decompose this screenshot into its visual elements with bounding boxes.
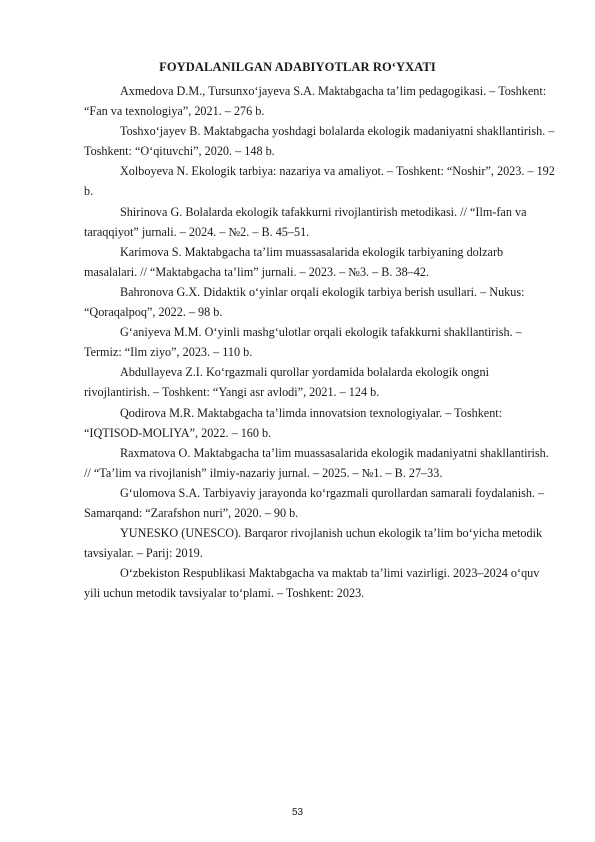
reference-item: O‘zbekiston Respublikasi Maktabgacha va maktab ta’limi vazirligi. 2023–2024 o‘quv yili uchun metodik tavsiyalar to‘plami. – Toshkent: 2023.	[84, 566, 540, 601]
reference-item: Shirinova G. Bolalarda ekologik tafakkurni rivojlantirish metodikasi. // “Ilm-fan va taraqqiyot” jurnali. – 2024. – №2. – B. 45–51.	[84, 204, 527, 239]
reference-item: Karimova S. Maktabgacha ta’lim muassasalarida ekologik tarbiyaning dolzarb masalalari. // “Maktabgacha ta’lim” jurnali. – 2023. – №3. – B. 38–42.	[84, 244, 504, 279]
reference-item: Raxmatova O. Maktabgacha ta’lim muassasalarida ekologik madaniyatni shakllantirish. // “Ta’lim va rivojlanish” ilmiy-nazariy jurnal. – 2025. – №1. – B. 27–33.	[84, 445, 549, 480]
reference-item: G‘aniyeva M.M. O‘yinli mashg‘ulotlar orqali ekologik tafakkurni shakllantirish. – Termiz: “Ilm ziyo”, 2023. – 110 b.	[84, 325, 522, 360]
reference-item: Xolboyeva N. Ekologik tarbiya: nazariya va amaliyot. – Toshkent: “Noshir”, 2023. – 192 b.	[84, 164, 555, 199]
reference-item: Qodirova M.R. Maktabgacha ta’limda innovatsion texnologiyalar. – Toshkent: “IQTISOD-MOLIYA”, 2022. – 160 b.	[84, 405, 503, 440]
page-title: FOYDALANILGAN ADABIYOTLAR RO‘YXATI	[159, 60, 436, 74]
reference-item: Toshxo‘jayev B. Maktabgacha yoshdagi bolalarda ekologik madaniyatni shakllantirish. – Toshkent: “O‘qituvchi”, 2020. – 148 b.	[84, 124, 555, 159]
page-number: 53	[291, 807, 304, 818]
reference-item: YUNESKO (UNESCO). Barqaror rivojlanish uchun ekologik ta’lim bo‘yicha metodik tavsiyalar. – Parij: 2019.	[84, 526, 543, 561]
reference-item: Axmedova D.M., Tursunxo‘jayeva S.A. Maktabgacha ta’lim pedagogikasi. – Toshkent: “Fan va texnologiya”, 2021. – 276 b.	[84, 84, 547, 119]
reference-item: Abdullayeva Z.I. Ko‘rgazmali qurollar yordamida bolalarda ekologik ongni rivojlantirish. – Toshkent: “Yangi asr avlodi”, 2021. – 124 b.	[84, 365, 490, 400]
reference-item: Bahronova G.X. Didaktik o‘yinlar orqali ekologik tarbiya berish usullari. – Nukus: “Qoraqalpoq”, 2022. – 98 b.	[84, 284, 525, 320]
reference-list	[84, 81, 556, 603]
reference-item: G‘ulomova S.A. Tarbiyaviy jarayonda ko‘rgazmali qurollardan samarali foydalanish. – Samarqand: “Zarafshon nuri”, 2020. – 90 b.	[84, 485, 545, 520]
